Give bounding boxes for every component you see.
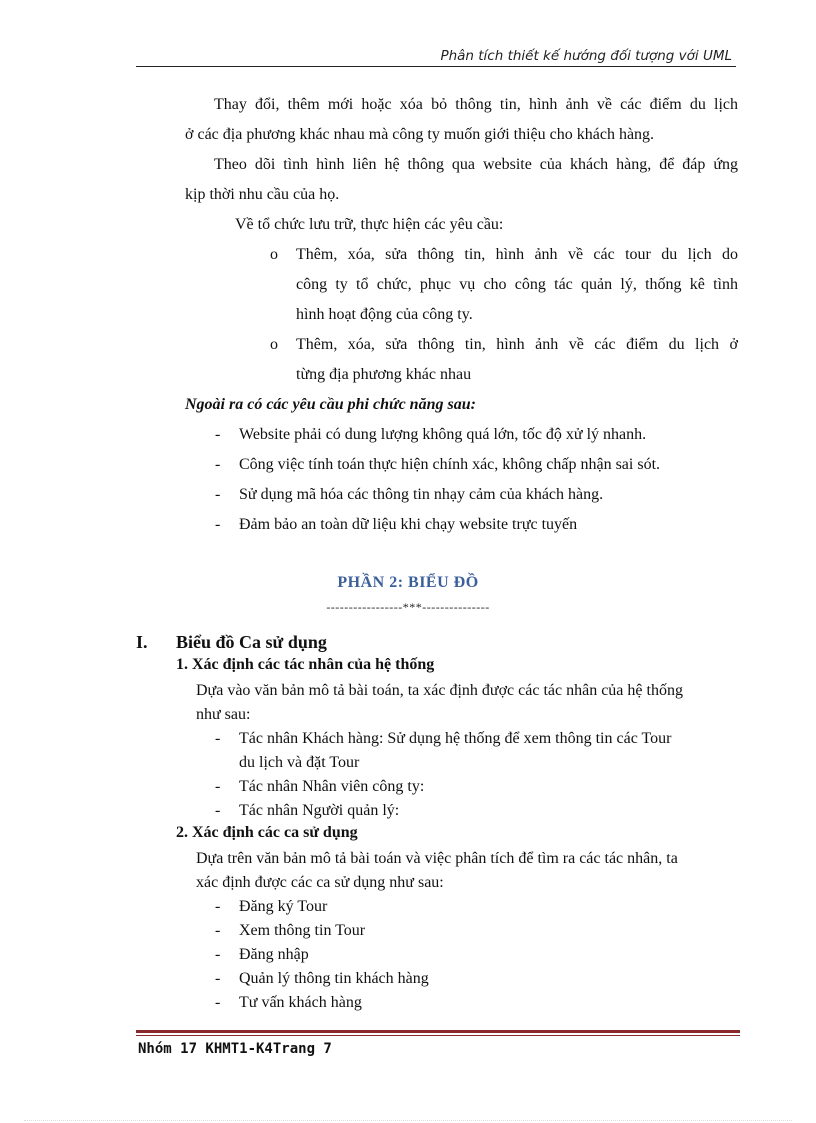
bullet-marker: o bbox=[270, 246, 278, 263]
list-item: du lịch và đặt Tour bbox=[239, 754, 360, 771]
bullet-line: Thêm, xóa, sửa thông tin, hình ảnh về các điểm du lịch ở bbox=[296, 336, 738, 353]
list-item: Xem thông tin Tour bbox=[239, 922, 366, 939]
list-item: Tác nhân Nhân viên công ty: bbox=[239, 778, 425, 795]
dash-marker: - bbox=[215, 778, 221, 795]
page-edge-divider bbox=[24, 1120, 792, 1121]
list-item: Tác nhân Người quản lý: bbox=[239, 802, 400, 819]
dash-marker: - bbox=[215, 994, 221, 1011]
paragraph-line: Theo dõi tình hình liên hệ thông qua website của khách hàng, để đáp ứng bbox=[214, 156, 738, 173]
list-item: Tác nhân Khách hàng: Sử dụng hệ thống để xem thông tin các Tour bbox=[239, 730, 672, 747]
paragraph-line: Thay đổi, thêm mới hoặc xóa bỏ thông tin, hình ảnh về các điểm du lịch bbox=[214, 96, 738, 113]
paragraph-line: Dựa trên văn bản mô tả bài toán và việc phân tích để tìm ra các tác nhân, ta bbox=[196, 850, 678, 867]
dash-marker: - bbox=[215, 802, 221, 819]
footer-rule bbox=[136, 1030, 740, 1033]
bullet-line: từng địa phương khác nhau bbox=[296, 366, 472, 383]
dash-marker: - bbox=[215, 516, 221, 533]
bullet-line: công ty tổ chức, phục vụ cho công tác quản lý, thống kê tình bbox=[296, 276, 738, 293]
list-item: Đăng nhập bbox=[239, 946, 309, 963]
section-number: I. bbox=[136, 632, 148, 652]
subsection-title: 2. Xác định các ca sử dụng bbox=[176, 824, 358, 841]
bullet-line: Thêm, xóa, sửa thông tin, hình ảnh về các tour du lịch do bbox=[296, 246, 738, 263]
list-item: Quản lý thông tin khách hàng bbox=[239, 970, 429, 987]
list-item: Đăng ký Tour bbox=[239, 898, 328, 915]
list-item: Sử dụng mã hóa các thông tin nhạy cảm của khách hàng. bbox=[239, 486, 604, 503]
nonfunctional-heading: Ngoài ra có các yêu cầu phi chức năng sau: bbox=[185, 396, 476, 413]
list-item: Website phải có dung lượng không quá lớn, tốc độ xử lý nhanh. bbox=[239, 426, 647, 443]
footer-rule-thin bbox=[136, 1035, 740, 1036]
header-rule bbox=[136, 66, 736, 67]
paragraph-line: ở các địa phương khác nhau mà công ty muốn giới thiệu cho khách hàng. bbox=[185, 126, 655, 143]
list-item: Tư vấn khách hàng bbox=[239, 994, 362, 1011]
list-item: Công việc tính toán thực hiện chính xác, không chấp nhận sai sót. bbox=[239, 456, 661, 473]
paragraph-line: như sau: bbox=[196, 706, 251, 723]
dash-marker: - bbox=[215, 730, 221, 747]
bullet-line: hình hoạt động của công ty. bbox=[296, 306, 473, 323]
paragraph-line: Về tổ chức lưu trữ, thực hiện các yêu cầu: bbox=[235, 216, 504, 233]
part-title: PHẦN 2: BIỂU ĐỒ bbox=[337, 574, 479, 591]
footer-text: Nhóm 17 KHMT1-K4Trang 7 bbox=[138, 1041, 332, 1057]
paragraph-line: xác định được các ca sử dụng như sau: bbox=[196, 874, 444, 891]
dash-marker: - bbox=[215, 456, 221, 473]
bullet-marker: o bbox=[270, 336, 278, 353]
paragraph-line: kịp thời nhu cầu của họ. bbox=[185, 186, 340, 203]
header-title: Phân tích thiết kế hướng đối tượng với UML bbox=[440, 48, 732, 64]
part-divider: -----------------***--------------- bbox=[326, 600, 490, 614]
running-header bbox=[136, 48, 736, 68]
section-title: Biểu đồ Ca sử dụng bbox=[176, 632, 327, 652]
dash-marker: - bbox=[215, 486, 221, 503]
dash-marker: - bbox=[215, 970, 221, 987]
dash-marker: - bbox=[215, 946, 221, 963]
subsection-title: 1. Xác định các tác nhân của hệ thống bbox=[176, 656, 435, 673]
dash-marker: - bbox=[215, 426, 221, 443]
list-item: Đảm bảo an toàn dữ liệu khi chạy website trực tuyến bbox=[239, 516, 578, 533]
dash-marker: - bbox=[215, 922, 221, 939]
dash-marker: - bbox=[215, 898, 221, 915]
paragraph-line: Dựa vào văn bản mô tả bài toán, ta xác định được các tác nhân của hệ thống bbox=[196, 682, 683, 699]
